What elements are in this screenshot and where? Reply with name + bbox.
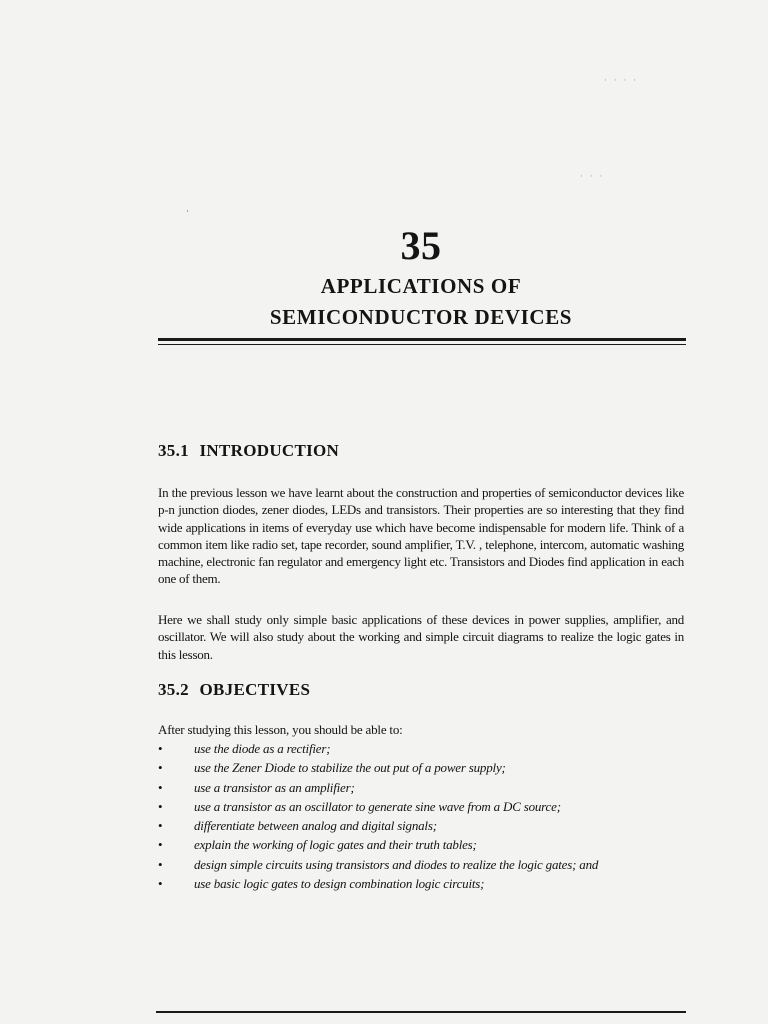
- section-title: INTRODUCTION: [199, 441, 340, 460]
- footer-rule: [156, 1011, 686, 1013]
- chapter-title-line-1: APPLICATIONS OF: [320, 274, 522, 298]
- objective-text: use basic logic gates to design combination logic circuits;: [194, 876, 485, 892]
- section-title: OBJECTIVES: [199, 680, 311, 699]
- chapter-title-line-2: SEMICONDUCTOR DEVICES: [269, 305, 573, 329]
- objective-text: use the diode as a rectifier;: [194, 741, 331, 756]
- scan-noise: ·: [186, 207, 191, 217]
- bullet-icon: •: [158, 798, 163, 814]
- title-rule-thin: [158, 344, 686, 345]
- bullet-icon: •: [158, 741, 163, 756]
- list-item: [158, 760, 698, 779]
- list-item: [158, 818, 698, 837]
- objective-text: use a transistor as an amplifier;: [194, 779, 355, 795]
- section-heading-introduction: [158, 441, 339, 461]
- objective-text: explain the working of logic gates and their truth tables;: [194, 837, 477, 853]
- list-item: [158, 857, 698, 876]
- list-item: [158, 876, 698, 895]
- introduction-paragraph-2: Here we shall study only simple basic applications of these devices in power supplies, amplifier, and oscillator. We will also study about the working and simple circuit diagrams to realize the logic gates in this lesson.: [158, 612, 684, 662]
- title-rule-thick: [158, 338, 686, 341]
- section-heading-objectives: [158, 680, 310, 700]
- scan-noise: · · · ·: [604, 76, 639, 86]
- section-number: 35.2: [158, 680, 189, 699]
- objective-text: use the Zener Diode to stabilize the out put of a power supply;: [194, 760, 506, 776]
- list-item: [158, 780, 698, 799]
- bullet-icon: •: [158, 818, 163, 834]
- objectives-list: [158, 741, 698, 895]
- bullet-icon: •: [158, 779, 163, 795]
- bullet-icon: •: [158, 760, 163, 776]
- list-item: [158, 741, 698, 760]
- list-item: [158, 799, 698, 818]
- bullet-icon: •: [158, 856, 163, 872]
- objective-text: differentiate between analog and digital signals;: [194, 818, 437, 834]
- objective-text: use a transistor as an oscillator to generate sine wave from a DC source;: [194, 798, 561, 814]
- scan-noise: · · ·: [580, 172, 605, 182]
- list-item: [158, 837, 698, 856]
- bullet-icon: •: [158, 876, 163, 892]
- section-number: 35.1: [158, 441, 189, 460]
- introduction-paragraph-1: In the previous lesson we have learnt about the construction and properties of semiconductor devices like p-n junction diodes, zener diodes, LEDs and transistors. Their properties are so interesting that they find wide applications in items of everyday use which have become indispensable for modern life. Think of a common item like radio set, tape recorder, sound amplifier, T.V. , telephone, intercom, automatic washing machine, electronic fan regulator and emergency light etc. Transistors and Diodes find application in each one of them.: [158, 485, 684, 587]
- objective-text: design simple circuits using transistors and diodes to realize the logic gates; and: [194, 856, 599, 872]
- objectives-intro: After studying this lesson, you should be able to:: [158, 722, 403, 737]
- chapter-number: 35: [400, 223, 442, 268]
- bullet-icon: •: [158, 837, 163, 853]
